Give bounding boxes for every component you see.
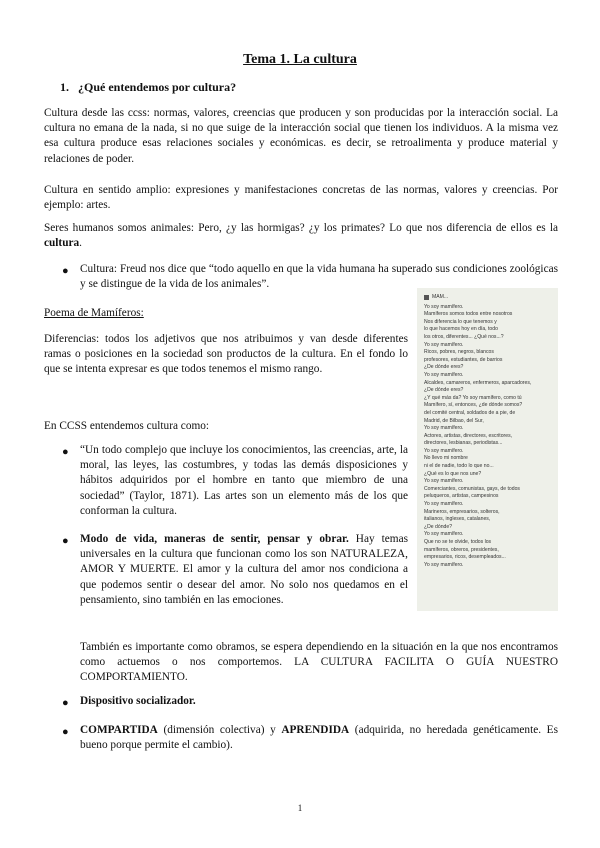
poem-line: Yo soy mamífero. (424, 531, 464, 538)
poem-line: Yo soy mamífero. (424, 447, 464, 454)
poem-line: Mamíferos somos todos entre nosotros (424, 311, 513, 318)
page-title: Tema 1. La cultura (243, 52, 357, 67)
bullet-icon: ● (62, 697, 69, 709)
bullet-icon: ● (62, 265, 69, 277)
poem-line: del comité central, soldados de a pie, de (424, 409, 516, 416)
poem-line: Que no se te olvide, todos los (424, 539, 492, 545)
poem-line: ¿De dónde eres? (424, 387, 464, 394)
poem-lines (424, 304, 553, 570)
compartida-text: (dimensión colectiva) y (157, 724, 282, 736)
poem-line: mamíferos, obreros, presidentes, (424, 546, 499, 553)
poem-image-header (424, 294, 553, 302)
section-heading-text: ¿Qué entendemos por cultura? (78, 80, 237, 94)
page-number: 1 (297, 803, 303, 813)
poem-line: directores, lesbianas, periodistas... (424, 440, 503, 447)
bullet-freud: Cultura: Freud nos dice que “todo aquello en que la vida humana ha superado sus condiciones zoológicas y se distingue de la vida de los animales”. (80, 263, 558, 291)
poem-line: Yo soy mamífero. (424, 371, 464, 378)
poem-image (417, 288, 558, 611)
poem-line: lo que hacemos hoy en día, todo (424, 326, 498, 333)
cultura-bold: cultura (44, 237, 80, 250)
paragraph-en-ccss: En CCSS entendemos cultura como: (44, 420, 210, 432)
poem-line: ¿Qué es lo que nos une? (424, 470, 482, 477)
poem-line: Yo soy mamífero. (424, 341, 464, 348)
poem-line: ¿De dónde eres? (424, 364, 464, 371)
poem-line: Yo soy mamífero. (424, 478, 464, 485)
paragraph-tambien: También es importante como obramos, se espera dependiendo en la situación en la que nos encontramos como actuemos o nos comportemos. LA CULTURA FACILITA O GUÍA NUESTRO COMPORTAMIENTO. (80, 641, 558, 684)
section-number: 1. (60, 80, 69, 94)
paragraph-diferencias: Diferencias: todos los adjetivos que nos atribuimos y van desde diferentes ramas o posiciones en la sociedad son productos de la cultura. En el fondo lo que se intenta expresar es que todos tenemos el mismo rango. (44, 333, 408, 376)
poem-line: Alcaldes, camareros, enfermeros, aparcadores, (424, 379, 532, 386)
poem-image-header-text: MAM... (432, 294, 449, 300)
poem-line: ni el de nadie, todo lo que no... (424, 463, 494, 470)
aprendida-bold: APRENDIDA (281, 724, 350, 736)
paragraph-sentido-amplio: Cultura en sentido amplio: expresiones y manifestaciones concretas de las normas, valores y creencias. Por ejemplo: artes. (44, 184, 558, 212)
bullet-dispositivo: Dispositivo socializador. (80, 695, 196, 707)
seres-humanos-text: Seres humanos somos animales: Pero, ¿y las hormigas? ¿y los primates? Lo que nos diferencia de ellos es la (44, 222, 558, 234)
bullet-icon: ● (62, 535, 69, 547)
modo-de-vida-bold: Modo de vida, maneras de sentir, pensar y obrar. (80, 533, 349, 545)
poem-line: empresarios, ricos, desempleados... (424, 554, 506, 561)
paragraph-seres-humanos (44, 221, 558, 251)
aprendida-text: (adquirida, no heredada genéticamente. Es bueno porque permite el cambio). (80, 724, 558, 752)
bullet-icon: ● (62, 726, 69, 738)
poem-line: ¿De dónde? (424, 523, 453, 530)
section-heading (60, 80, 236, 95)
poem-line: profesores, estudiantes, de barrios (424, 356, 503, 363)
poem-line: Ricos, pobres, negros, blancos (424, 349, 494, 356)
poem-line: Actores, artistas, directores, escritores, (424, 432, 513, 439)
bullet-icon: ● (62, 446, 69, 458)
poem-line: Yo soy mamífero. (424, 303, 464, 310)
bullet-modo-de-vida (80, 532, 408, 608)
poem-line: italianos, ingleses, catalanes, (424, 516, 491, 523)
seres-humanos-end: . (79, 237, 82, 250)
bullet-compartida (80, 723, 558, 753)
poem-heading: Poema de Mamíferos: (44, 307, 144, 319)
poem-line: Mamífero, sí, entonces, ¿de dónde somos? (424, 402, 523, 409)
poem-line: Yo soy mamífero. (424, 501, 464, 508)
poem-line: Madrid, de Bilbao, del Sur, (424, 417, 484, 424)
bullet-taylor: “Un todo complejo que incluye los conocimientos, las creencias, arte, la moral, las leyes, las costumbres, y todas las demás disposiciones y hábitos adquiridos por el hombre en tanto que miembro de una sociedad” (Taylor, 1871). Las artes son un elemento más de los que conforman la cultura. (80, 444, 408, 517)
poem-line: Comerciantes, comunistas, gays, de todos (424, 485, 520, 492)
poem-line: Yo soy mamífero. (424, 425, 464, 432)
poem-line: ¿Y qué más da? Yo soy mamífero, como tú (424, 394, 522, 401)
modo-de-vida-text: Hay temas universales en la cultura que funcionan como los son NATURALEZA, AMOR Y MUERTE. El amor y la cultura del amor nos condiciona a que podemos sentir o desear del amor. No solo nos quedamos en el pensamiento, sino también en las emociones. (80, 533, 408, 606)
paragraph-ccss-definition: Cultura desde las ccss: normas, valores, creencias que producen y son producidas por la interacción social. La cultura no emana de la nada, si no que suige de la interacción social que tienen los individuos. A la misma vez esa cultura produce esas relaciones sociales y económicas. es decir, se retroalimenta y produce material y relaciones de poder. (44, 107, 558, 165)
poem-line: Nos diferencia lo que tenemos y (424, 318, 497, 325)
poem-line: Marineros, empresarios, solteros, (424, 508, 500, 515)
poem-line: No llevo mi nombre (424, 455, 468, 462)
poem-line: peluqueros, artistas, campesinos (424, 493, 499, 500)
poem-line: Yo soy mamífero. (424, 561, 464, 568)
poem-line: los otros, diferentes... ¿Qué nos...? (424, 333, 504, 340)
compartida-bold: COMPARTIDA (80, 724, 158, 736)
app-icon (424, 295, 429, 300)
